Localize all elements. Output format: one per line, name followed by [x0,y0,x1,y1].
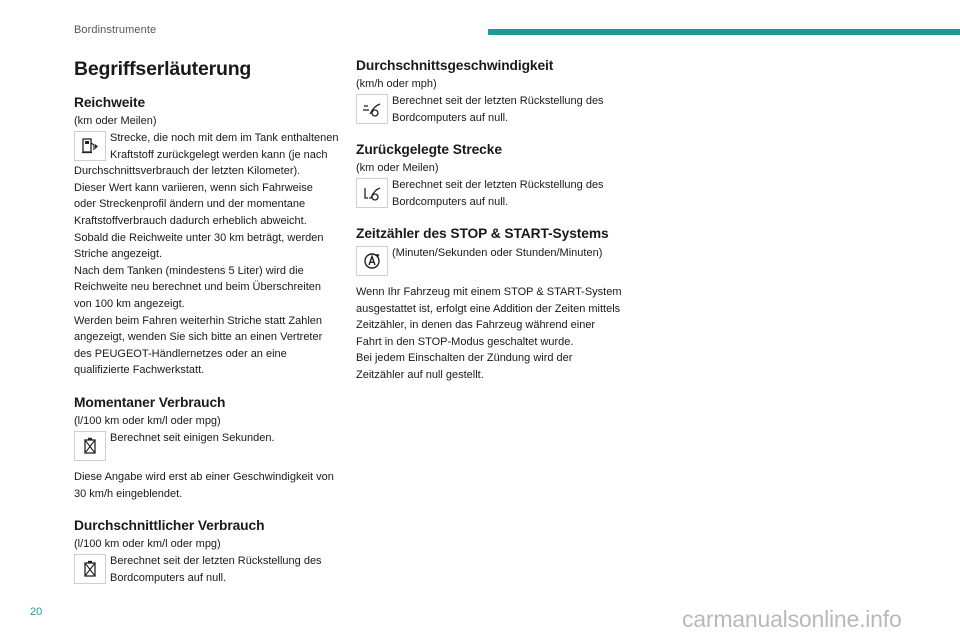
stop-start-description: Wenn Ihr Fahrzeug mit einem STOP & START-System ausgestattet ist, erfolgt eine Addition der Zeiten mittels Zeitzähler, in denen das Fahrzeug während einer Fahrt in den STOP-Modus geschaltet wurde. Bei jedem Einschalten der Zündung wird der Zeitzähler auf null gestellt. [356,286,622,381]
unit-geschwindigkeit: (km/h oder mph) [356,78,437,90]
section-momentan [74,395,344,502]
heading-reichweite: Reichweite [74,95,146,110]
geschwindigkeit-text: Berechnet seit der letzten Rückstellung des Bordcomputers auf null. [392,95,604,124]
unit-momentan: (l/100 km oder km/l oder mpg) [74,414,221,427]
unit-reichweite: (km oder Meilen) [74,115,157,127]
right-column [356,58,632,396]
durchschnitt-verbrauch-row [74,553,344,586]
section-geschwindigkeit [356,58,632,126]
left-column [74,50,344,598]
section-durchschnitt-verbrauch [74,518,344,586]
strecke-row [356,177,632,210]
section-label: Bordinstrumente [74,24,157,36]
momentan-row [74,430,344,461]
stop-start-unit: (Minuten/Sekunden oder Stunden/Minuten) [392,247,603,259]
reichweite-description [74,130,344,379]
momentan-note: Diese Angabe wird erst ab einer Geschwindigkeit von 30 km/h eingeblendet. [74,470,334,500]
geschwindigkeit-row [356,93,632,126]
stop-start-icon [356,246,388,276]
heading-geschwindigkeit: Durchschnittsgeschwindigkeit [356,58,554,73]
heading-durchschnitt-verbrauch: Durchschnittlicher Verbrauch [74,518,265,534]
average-speed-icon [356,94,388,124]
page-number: 20 [30,606,43,618]
watermark[interactable]: carmanualsonline.info [682,606,902,632]
section-reichweite [74,95,344,379]
unit-strecke: (km oder Meilen) [356,162,439,174]
fuel-consumption-icon [74,431,106,461]
page-title: Begriffserläuterung [74,58,252,80]
section-stop-start [356,226,632,384]
reichweite-text: Strecke, die noch mit dem im Tank enthaltenen Kraftstoff zurückgelegt werden kann (je nach Durchschnittsverbrauch der letzten Kilometer). Dieser Wert kann variieren, wenn sich Fahrweise oder Streckenprofil ändern und der momentane Kraftstoffverbrauch dadurch erheblich abweicht. Sobald die Reichweite unter 30 km beträgt, werden Striche angezeigt. Nach dem Tanken (mindestens 5 Liter) wird die Reichweite neu berechnet und beim Überschreiten von 100 km angezeigt. Werden beim Fahren weiterhin Striche statt Zahlen angezeigt, wenden Sie sich bitte an einen Vertreter des PEUGEOT-Händlernetzes oder an eine qualifizierte Fachwerkstatt. [74,132,339,377]
heading-strecke: Zurückgelegte Strecke [356,142,502,157]
unit-durchschnitt-verbrauch: (l/100 km oder km/l oder mpg) [74,538,221,551]
distance-icon [356,178,388,208]
heading-momentan: Momentaner Verbrauch [74,394,226,410]
strecke-text: Berechnet seit der letzten Rückstellung des Bordcomputers auf null. [392,179,604,208]
fuel-consumption-icon [74,554,106,584]
momentan-text: Berechnet seit einigen Sekunden. [110,431,275,444]
section-strecke [356,142,632,210]
fuel-pump-icon [74,131,106,161]
stop-start-row [356,245,632,276]
heading-stop-start: Zeitzähler des STOP & START-Systems [356,226,609,241]
header-accent-bar [488,29,960,35]
durchschnitt-verbrauch-text: Berechnet seit der letzten Rückstellung des Bordcomputers auf null. [110,555,322,584]
